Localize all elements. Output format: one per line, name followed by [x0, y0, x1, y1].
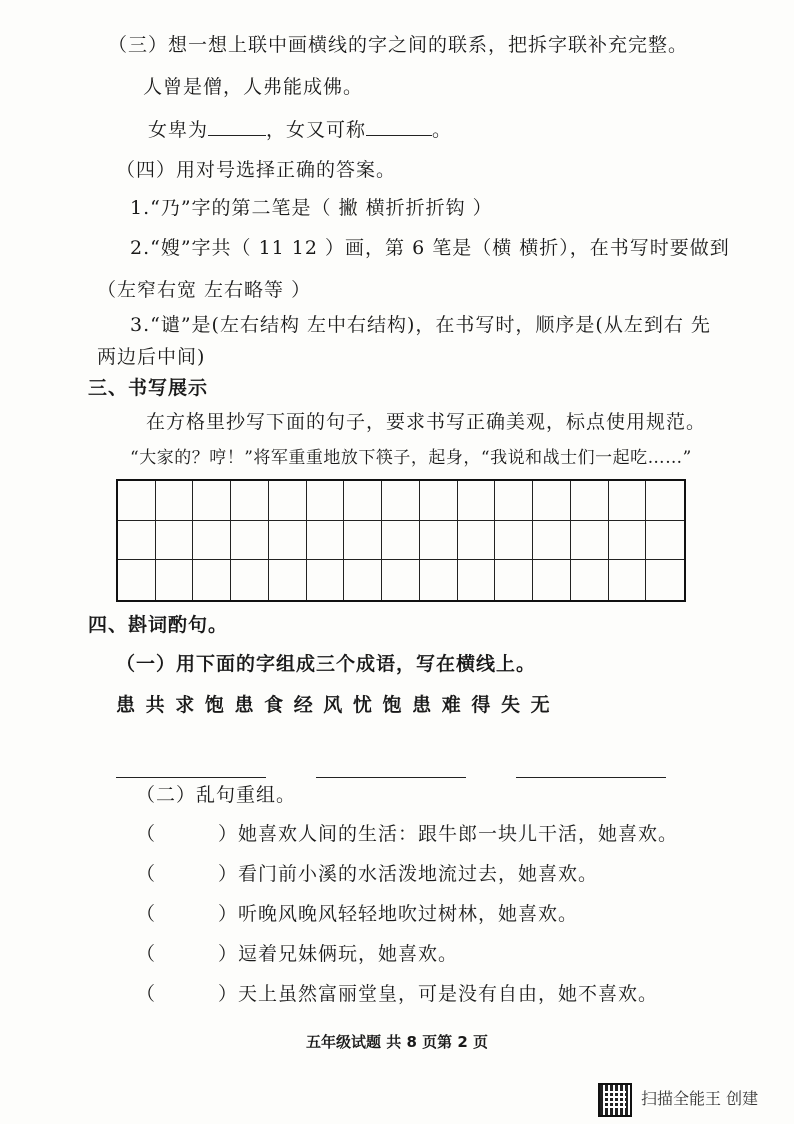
- writing-instruction: 在方格里抄写下面的句子，要求书写正确美观，标点使用规范。: [146, 411, 707, 433]
- grid-cell[interactable]: [118, 560, 156, 600]
- grid-cell[interactable]: [307, 521, 345, 561]
- grid-cell[interactable]: [609, 560, 647, 600]
- grid-cell[interactable]: [269, 560, 307, 600]
- grid-cell[interactable]: [344, 560, 382, 600]
- grid-cell[interactable]: [420, 481, 458, 521]
- grid-cell[interactable]: [458, 481, 496, 521]
- grid-cell[interactable]: [269, 481, 307, 521]
- grid-cell[interactable]: [307, 560, 345, 600]
- couplet-line-2: [148, 117, 452, 142]
- reorder-item: [136, 822, 678, 846]
- answer-blank-2[interactable]: [366, 117, 432, 136]
- grid-cell[interactable]: [118, 521, 156, 561]
- couplet-part-a: 女卑为: [148, 119, 209, 141]
- idiom-heading: （一）用下面的字组成三个成语，写在横线上。: [116, 653, 537, 675]
- question-3-line-1: 3.“谴”是(左右结构 左中右结构)，在书写时，顺序是(从左到右 先: [130, 314, 711, 336]
- grid-cell[interactable]: [156, 521, 194, 561]
- open-paren: （: [136, 903, 157, 925]
- reorder-item: [136, 902, 578, 926]
- couplet-part-c: 。: [432, 119, 453, 141]
- question-2-line-1: 2.“嫂”字共（ 11 12 ）画，第 6 笔是（横 横折），在书写时要做到: [130, 237, 730, 259]
- couplet-line-1: 人曾是僧，人弗能成佛。: [143, 76, 364, 98]
- grid-cell[interactable]: [646, 521, 684, 561]
- copy-sentence: “大家的？哼！”将军重重地放下筷子，起身，“我说和战士们一起吃……”: [130, 448, 692, 468]
- grid-cell[interactable]: [344, 521, 382, 561]
- idiom-blank-1[interactable]: [116, 759, 266, 778]
- grid-cell[interactable]: [118, 481, 156, 521]
- page-footer: 五年级试题 共 8 页第 2 页: [306, 1033, 488, 1051]
- grid-cell[interactable]: [156, 560, 194, 600]
- reorder-text: ）逗着兄妹俩玩，她喜欢。: [218, 943, 459, 965]
- grid-cell[interactable]: [193, 521, 231, 561]
- idiom-blank-2[interactable]: [316, 759, 466, 778]
- answer-blank-1[interactable]: [208, 117, 266, 136]
- writing-heading: 三、书写展示: [88, 377, 209, 399]
- grid-cell[interactable]: [458, 521, 496, 561]
- idiom-characters: 患 共 求 饱 患 食 经 风 忧 饱 患 难 得 失 无: [116, 694, 552, 716]
- open-paren: （: [136, 943, 157, 965]
- grid-cell[interactable]: [609, 521, 647, 561]
- grid-cell[interactable]: [307, 481, 345, 521]
- grid-cell[interactable]: [646, 560, 684, 600]
- grid-cell[interactable]: [382, 481, 420, 521]
- grid-cell[interactable]: [420, 560, 458, 600]
- grid-cell[interactable]: [193, 481, 231, 521]
- writing-grid[interactable]: [116, 479, 686, 602]
- scanner-watermark: 扫描全能王 创建: [641, 1089, 759, 1108]
- grid-cell[interactable]: [571, 560, 609, 600]
- grid-cell[interactable]: [533, 481, 571, 521]
- question-1: 1.“乃”字的第二笔是（ 撇 横折折折钩 ）: [130, 197, 493, 219]
- couplet-part-b: ，女又可称: [266, 119, 367, 141]
- grid-cell[interactable]: [382, 560, 420, 600]
- idiom-blank-3[interactable]: [516, 759, 666, 778]
- open-paren: （: [136, 863, 157, 885]
- section4-heading: （四）用对号选择正确的答案。: [116, 159, 397, 181]
- reorder-text: ）天上虽然富丽堂皇，可是没有自由，她不喜欢。: [218, 983, 659, 1005]
- grid-cell[interactable]: [571, 481, 609, 521]
- grid-cell[interactable]: [609, 481, 647, 521]
- words-heading: 四、斟词酌句。: [88, 614, 229, 636]
- grid-cell[interactable]: [231, 521, 269, 561]
- grid-cell[interactable]: [533, 560, 571, 600]
- reorder-text: ）看门前小溪的水活泼地流过去，她喜欢。: [218, 863, 599, 885]
- grid-cell[interactable]: [420, 521, 458, 561]
- reorder-item: [136, 982, 658, 1006]
- open-paren: （: [136, 983, 157, 1005]
- grid-cell[interactable]: [269, 521, 307, 561]
- grid-cell[interactable]: [231, 560, 269, 600]
- grid-cell[interactable]: [495, 521, 533, 561]
- reorder-item: [136, 862, 598, 886]
- reorder-text: ）她喜欢人间的生活：跟牛郎一块儿干活，她喜欢。: [218, 823, 679, 845]
- section3-heading: （三）想一想上联中画横线的字之间的联系，把拆字联补充完整。: [108, 34, 689, 56]
- question-2-line-2: （左窄右宽 左右略等 ）: [97, 279, 312, 301]
- grid-cell[interactable]: [156, 481, 194, 521]
- question-3-line-2: 两边后中间): [97, 346, 206, 368]
- reorder-item: [136, 942, 458, 966]
- grid-cell[interactable]: [571, 521, 609, 561]
- grid-cell[interactable]: [193, 560, 231, 600]
- grid-cell[interactable]: [382, 521, 420, 561]
- reorder-heading: （二）乱句重组。: [136, 784, 297, 806]
- grid-cell[interactable]: [231, 481, 269, 521]
- grid-cell[interactable]: [646, 481, 684, 521]
- reorder-text: ）听晚风晚风轻轻地吹过树林，她喜欢。: [218, 903, 579, 925]
- grid-cell[interactable]: [533, 521, 571, 561]
- open-paren: （: [136, 823, 157, 845]
- grid-cell[interactable]: [344, 481, 382, 521]
- grid-cell[interactable]: [495, 560, 533, 600]
- grid-cell[interactable]: [458, 560, 496, 600]
- qr-code-icon: [598, 1083, 632, 1117]
- grid-cell[interactable]: [495, 481, 533, 521]
